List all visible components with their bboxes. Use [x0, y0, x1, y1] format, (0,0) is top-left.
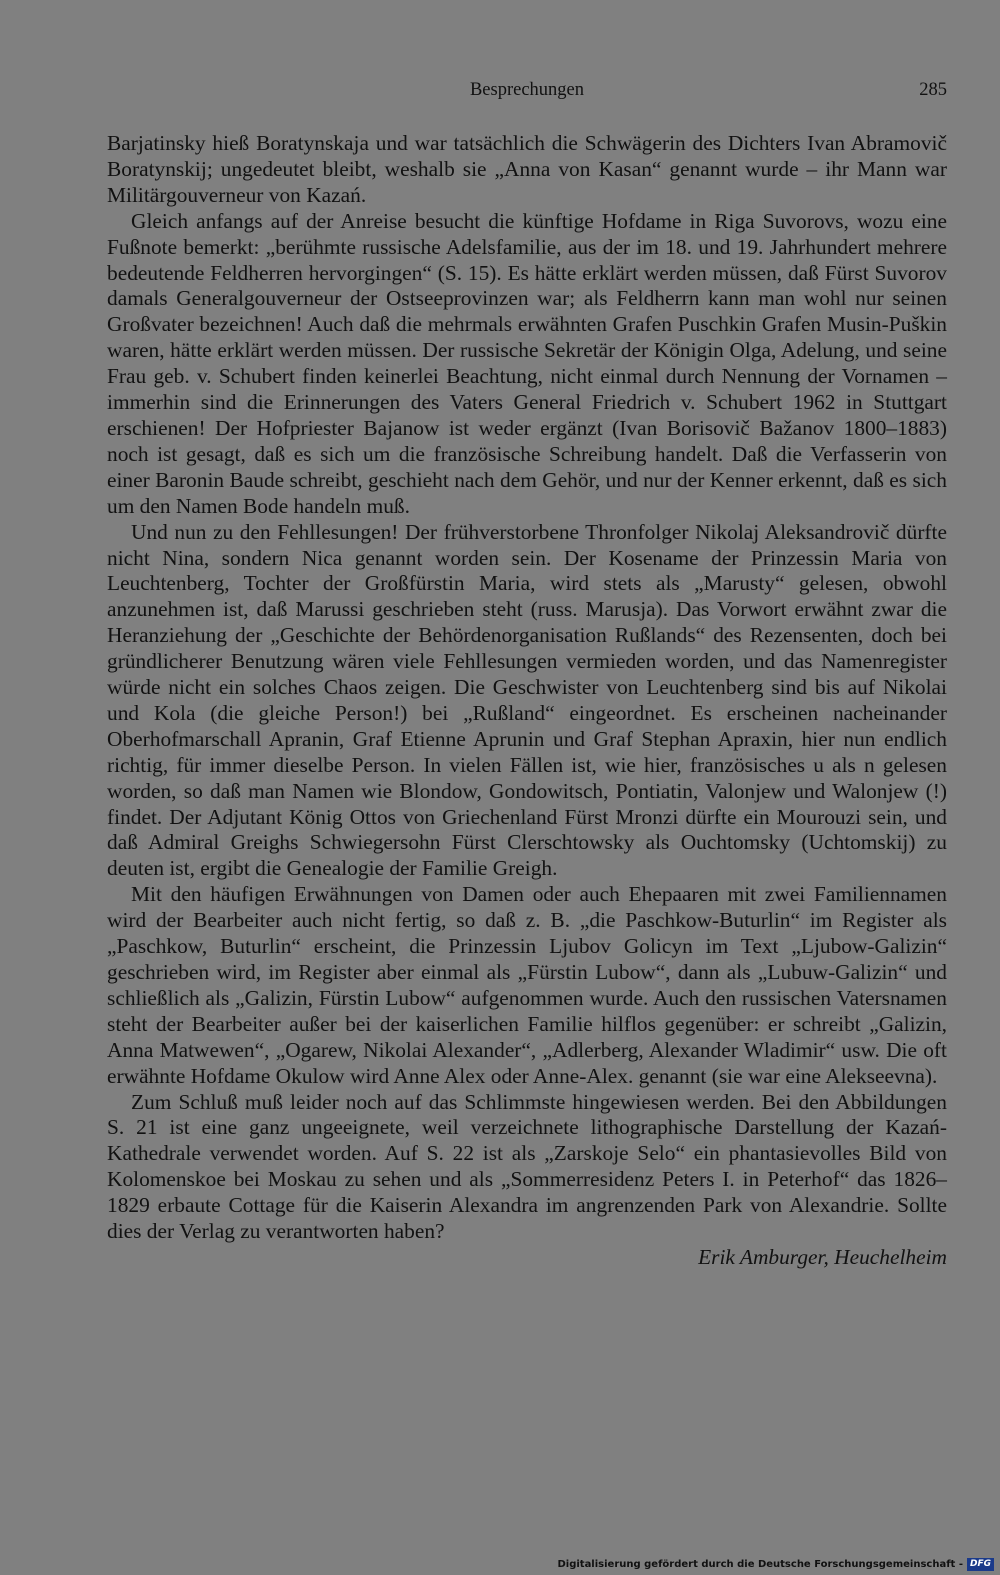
digitization-footer — [557, 1557, 994, 1571]
paragraph: Und nun zu den Fehllesungen! Der frühverstorbene Thronfolger Nikolaj Aleksandrovič dürfte nicht Nina, sondern Nica genannt worden sein. Der Kosename der Prinzessin Maria von Leuchtenberg, Tochter der Großfürstin Maria, wird stets als „Marusty“ gelesen, obwohl anzunehmen ist, daß Marussi geschrieben steht (russ. Marusja). Das Vorwort erwähnt zwar die Heranziehung der „Geschichte der Behördenorganisation Rußlands“ des Rezensenten, doch bei gründlicherer Benutzung wären viele Fehllesungen vermieden worden, und das Namenregister würde nicht ein solches Chaos zeigen. Die Geschwister von Leuchtenberg sind bis auf Nikolai und Kola (die gleiche Person!) bei „Rußland“ eingeordnet. Es erscheinen nacheinander Oberhofmarschall Apranin, Graf Etienne Aprunin und Graf Stephan Apraxin, hier nun endlich richtig, für immer dieselbe Person. In vielen Fällen ist, wie hier, französisches u als n gelesen worden, so daß man Namen wie Blondow, Gondowitsch, Pontiatin, Valonjew und Walonjew (!) findet. Der Adjutant König Ottos von Griechenland Fürst Mronzi dürfte ein Mourouzi sein, und daß Admiral Greighs Schwiegersohn Fürst Clerschtowsky als Ouchtomsky (Uchtomskij) zu deuten ist, ergibt die Genealogie der Familie Greigh. — [107, 519, 947, 881]
author-signature: Erik Amburger, Heuchelheim — [698, 1244, 947, 1269]
page-header — [107, 80, 947, 110]
dfg-logo-icon: DFG — [967, 1558, 994, 1571]
article-body — [107, 131, 947, 1271]
paragraph: Gleich anfangs auf der Anreise besucht die künftige Hofdame in Riga Suvorovs, wozu eine Fußnote bemerkt: „berühmte russische Adelsfamilie, aus der im 18. und 19. Jahrhundert mehrere bedeutende Feldherren hervorgingen“ (S. 15). Es hätte erklärt werden müssen, daß Fürst Suvorov damals Generalgouverneur der Ostseeprovinzen war; als Feldherrn kann man wohl nur seinen Großvater bezeichnen! Auch daß die mehrmals erwähnten Grafen Puschkin Grafen Musin-Puškin waren, hätte erklärt werden müssen. Der russische Sekretär der Königin Olga, Adelung, und seine Frau geb. v. Schubert finden keinerlei Beachtung, nicht einmal durch Nennung der Vornamen – immerhin sind die Erinnerungen des Vaters General Friedrich v. Schubert 1962 in Stuttgart erschienen! Der Hofpriester Bajanow ist weder ergänzt (Ivan Borisovič Bažanov 1800–1883) noch ist gesagt, daß es sich um die französische Schreibung handelt. Daß die Verfasserin von einer Baronin Baude schreibt, geschieht nach dem Gehör, und nur der Kenner erkennt, daß es sich um den Namen Bode handeln muß. — [107, 208, 947, 518]
paragraph: Barjatinsky hieß Boratynskaja und war tatsächlich die Schwägerin des Dichters Ivan Abramovič Boratynskij; ungedeutet bleibt, weshalb sie „Anna von Kasan“ genannt wurde – ihr Mann war Militärgouverneur von Kazań. — [107, 131, 947, 207]
paragraph: Zum Schluß muß leider noch auf das Schlimmste hingewiesen werden. Bei den Abbildungen S. 21 ist eine ganz ungeeignete, weil verzeichnete lithographische Darstellung der Kazań-Kathedrale verwendet worden. Auf S. 22 ist als „Zarskoje Selo“ ein phantasievolles Bild von Kolomenskoe bei Moskau zu sehen und als „Sommerresidenz Peters I. in Peterhof“ das 1826–1829 erbaute Cottage für die Kaiserin Alexandra im angrenzenden Park von Alexandrie. Sollte dies der Verlag zu verantworten haben? — [107, 1089, 947, 1244]
running-title: Besprechungen — [469, 80, 585, 100]
paragraph: Mit den häufigen Erwähnungen von Damen oder auch Ehepaaren mit zwei Familiennamen wird der Bearbeiter auch nicht fertig, so daß z. B. „die Paschkow-Buturlin“ im Register als „Paschkow, Buturlin“ erscheint, die Prinzessin Ljubov Golicyn im Text „Ljubow-Galizin“ geschrieben wird, im Register aber einmal als „Fürstin Lubow“, dann als „Lubuw-Galizin“ und schließlich als „Galizin, Fürstin Lubow“ aufgenommen wurde. Auch den russischen Vatersnamen steht der Bearbeiter außer bei der kaiserlichen Familie hilflos gegenüber: er schreibt „Galizin, Anna Matwewen“, „Ogarew, Nikolai Alexander“, „Adlerberg, Alexander Wladimir“ usw. Die oft erwähnte Hofdame Okulow wird Anne Alex oder Anne-Alex. genannt (sie war eine Alekseevna). — [107, 882, 947, 1088]
footer-text: Digitalisierung gefördert durch die Deutsche Forschungsgemeinschaft - — [557, 1558, 963, 1570]
page-number: 285 — [919, 80, 947, 100]
